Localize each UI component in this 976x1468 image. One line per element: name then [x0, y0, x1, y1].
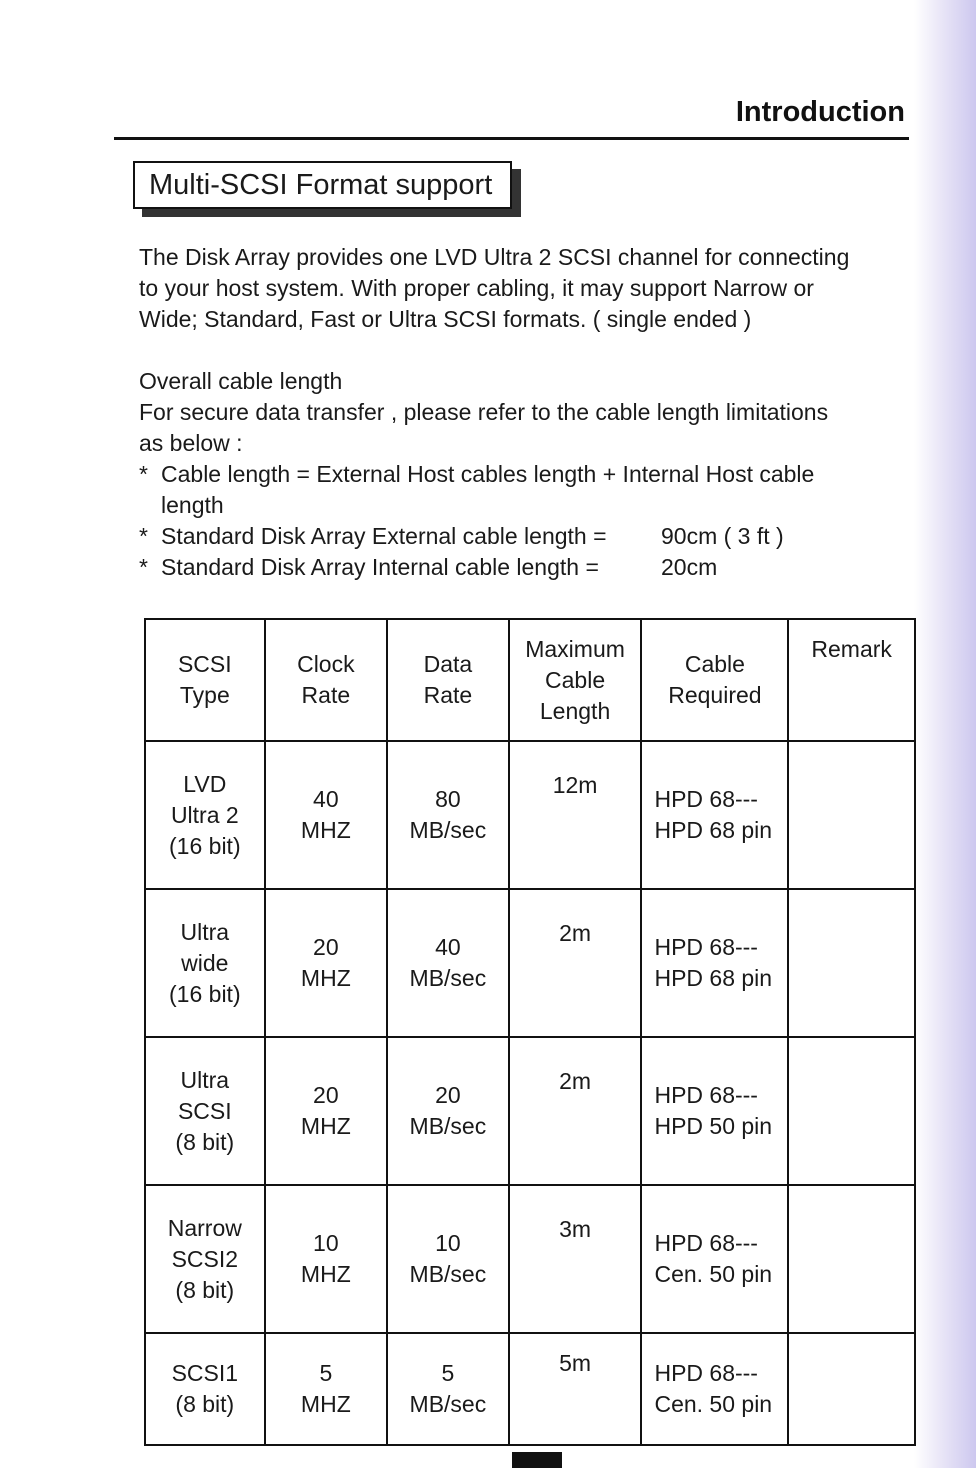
- bullet-star: *: [139, 554, 148, 580]
- bullet-text: Standard Disk Array Internal cable length =: [161, 554, 599, 580]
- cell-line: HPD 68---: [654, 1230, 758, 1256]
- cell-remark: [788, 741, 915, 889]
- cell-line: (8 bit): [175, 1276, 235, 1303]
- scsi-format-table: [144, 618, 916, 1446]
- page-number-tab: [512, 1452, 562, 1468]
- cell-line: MHZ: [300, 965, 351, 991]
- header-line: Maximum: [525, 635, 625, 662]
- cell-line: 5: [441, 1360, 455, 1386]
- header-line: Rate: [301, 682, 351, 708]
- header-max-cable-length: [509, 619, 642, 741]
- cell-data-rate: [387, 889, 509, 1037]
- cell-scsi-type: [145, 1185, 265, 1333]
- cell-line: 40: [313, 786, 339, 812]
- header-line: Required: [668, 682, 762, 708]
- header-line: Cable: [684, 651, 745, 677]
- cell-line: 40: [435, 934, 461, 960]
- cell-line: MB/sec: [409, 1391, 487, 1417]
- cell-line: wide: [181, 949, 229, 976]
- cell-line: Ultra: [180, 918, 230, 945]
- cell-line: HPD 68 pin: [654, 817, 773, 843]
- header-line: Clock: [297, 651, 355, 677]
- cell-line: HPD 68---: [654, 1082, 758, 1108]
- cell-line: HPD 68---: [654, 1360, 758, 1386]
- cell-line: (8 bit): [175, 1128, 235, 1155]
- header-line: Type: [179, 682, 230, 708]
- table-row: [145, 1333, 915, 1445]
- cable-bullet: [139, 459, 914, 521]
- cell-scsi-type: [145, 1333, 265, 1445]
- table-row: [145, 741, 915, 889]
- cell-max-length: 2m: [509, 889, 642, 1037]
- cell-line: MB/sec: [409, 965, 487, 991]
- bullet-star: *: [139, 461, 148, 487]
- cell-max-length: 5m: [509, 1333, 642, 1445]
- cable-desc-line: For secure data transfer , please refer to the cable length limitations: [139, 399, 829, 425]
- cell-cable-required: [641, 1185, 788, 1333]
- cell-line: SCSI1: [171, 1360, 239, 1386]
- header-line: SCSI: [177, 651, 232, 677]
- cell-line: 10: [313, 1230, 339, 1256]
- cell-clock-rate: [265, 1333, 387, 1445]
- cable-bullet: [139, 552, 914, 583]
- header-rule: [114, 137, 909, 140]
- cell-line: MHZ: [300, 1261, 351, 1287]
- cell-line: Narrow: [167, 1214, 242, 1241]
- header-cable-required: [641, 619, 788, 741]
- table-header-row: [145, 619, 915, 741]
- cell-clock-rate: [265, 741, 387, 889]
- cell-line: LVD: [183, 770, 227, 797]
- cell-line: SCSI: [177, 1097, 232, 1124]
- cell-line: Ultra: [180, 1066, 230, 1093]
- cell-line: MB/sec: [409, 1113, 487, 1139]
- bullet-text: Cable length = External Host cables length + Internal Host cable: [161, 461, 815, 487]
- cell-cable-required: [641, 1333, 788, 1445]
- cell-line: 20: [435, 1082, 461, 1108]
- cell-line: 5: [319, 1360, 333, 1386]
- cell-line: MHZ: [300, 1113, 351, 1139]
- cell-clock-rate: [265, 1037, 387, 1185]
- cell-line: Cen. 50 pin: [654, 1261, 773, 1287]
- cell-remark: [788, 1037, 915, 1185]
- cell-cable-required: [641, 889, 788, 1037]
- bullet-value: 20cm: [661, 554, 718, 580]
- cell-data-rate: [387, 741, 509, 889]
- cell-line: MHZ: [300, 817, 351, 843]
- cell-cable-required: [641, 741, 788, 889]
- scan-edge-shading: [914, 0, 976, 1468]
- intro-line: Wide; Standard, Fast or Ultra SCSI formats. ( single ended ): [139, 306, 752, 332]
- cell-scsi-type: [145, 889, 265, 1037]
- header-line: Data: [423, 651, 473, 677]
- intro-line: The Disk Array provides one LVD Ultra 2 SCSI channel for connecting: [139, 244, 850, 270]
- table-row: [145, 1185, 915, 1333]
- cable-heading: Overall cable length: [139, 368, 343, 394]
- cell-data-rate: [387, 1037, 509, 1185]
- header-scsi-type: [145, 619, 265, 741]
- header-line: Remark: [811, 636, 892, 662]
- cell-line: MHZ: [300, 1391, 351, 1417]
- cell-data-rate: [387, 1333, 509, 1445]
- cable-length-section: [139, 366, 914, 583]
- header-line: Rate: [423, 682, 473, 708]
- cell-line: (8 bit): [175, 1391, 235, 1417]
- intro-paragraph: [139, 242, 899, 335]
- cell-max-length: 2m: [509, 1037, 642, 1185]
- cell-clock-rate: [265, 1185, 387, 1333]
- cell-max-length: 12m: [509, 741, 642, 889]
- bullet-continuation: length: [161, 492, 224, 518]
- cell-line: Ultra 2: [170, 801, 239, 828]
- cell-clock-rate: [265, 889, 387, 1037]
- cell-remark: [788, 889, 915, 1037]
- intro-line: to your host system. With proper cabling, it may support Narrow or: [139, 275, 814, 301]
- table-row: [145, 1037, 915, 1185]
- cell-line: HPD 68 pin: [654, 965, 773, 991]
- bullet-star: *: [139, 523, 148, 549]
- table-row: [145, 889, 915, 1037]
- section-title: Multi-SCSI Format support: [133, 161, 512, 209]
- cable-desc-line: as below :: [139, 430, 243, 456]
- cell-line: (16 bit): [169, 832, 241, 859]
- cell-line: HPD 50 pin: [654, 1113, 773, 1139]
- cell-line: HPD 68---: [654, 934, 758, 960]
- cell-scsi-type: [145, 1037, 265, 1185]
- cable-bullet: [139, 521, 914, 552]
- cell-scsi-type: [145, 741, 265, 889]
- header-line: Length: [539, 697, 611, 724]
- cell-line: HPD 68---: [654, 786, 758, 812]
- cell-line: (16 bit): [169, 980, 241, 1007]
- cell-data-rate: [387, 1185, 509, 1333]
- bullet-text: Standard Disk Array External cable length =: [161, 523, 607, 549]
- cell-remark: [788, 1185, 915, 1333]
- cell-line: 20: [313, 934, 339, 960]
- cell-line: 80: [435, 786, 461, 812]
- header-remark: [788, 619, 915, 741]
- cell-line: MB/sec: [409, 1261, 487, 1287]
- header-clock-rate: [265, 619, 387, 741]
- cell-line: 10: [435, 1230, 461, 1256]
- cell-line: 20: [313, 1082, 339, 1108]
- cell-line: SCSI2: [171, 1245, 239, 1272]
- cell-cable-required: [641, 1037, 788, 1185]
- bullet-value: 90cm ( 3 ft ): [661, 523, 784, 549]
- cell-remark: [788, 1333, 915, 1445]
- cell-line: MB/sec: [409, 817, 487, 843]
- cell-line: Cen. 50 pin: [654, 1391, 773, 1417]
- cell-max-length: 3m: [509, 1185, 642, 1333]
- header-data-rate: [387, 619, 509, 741]
- header-line: Cable: [545, 666, 606, 693]
- page-header-title: Introduction: [735, 96, 905, 128]
